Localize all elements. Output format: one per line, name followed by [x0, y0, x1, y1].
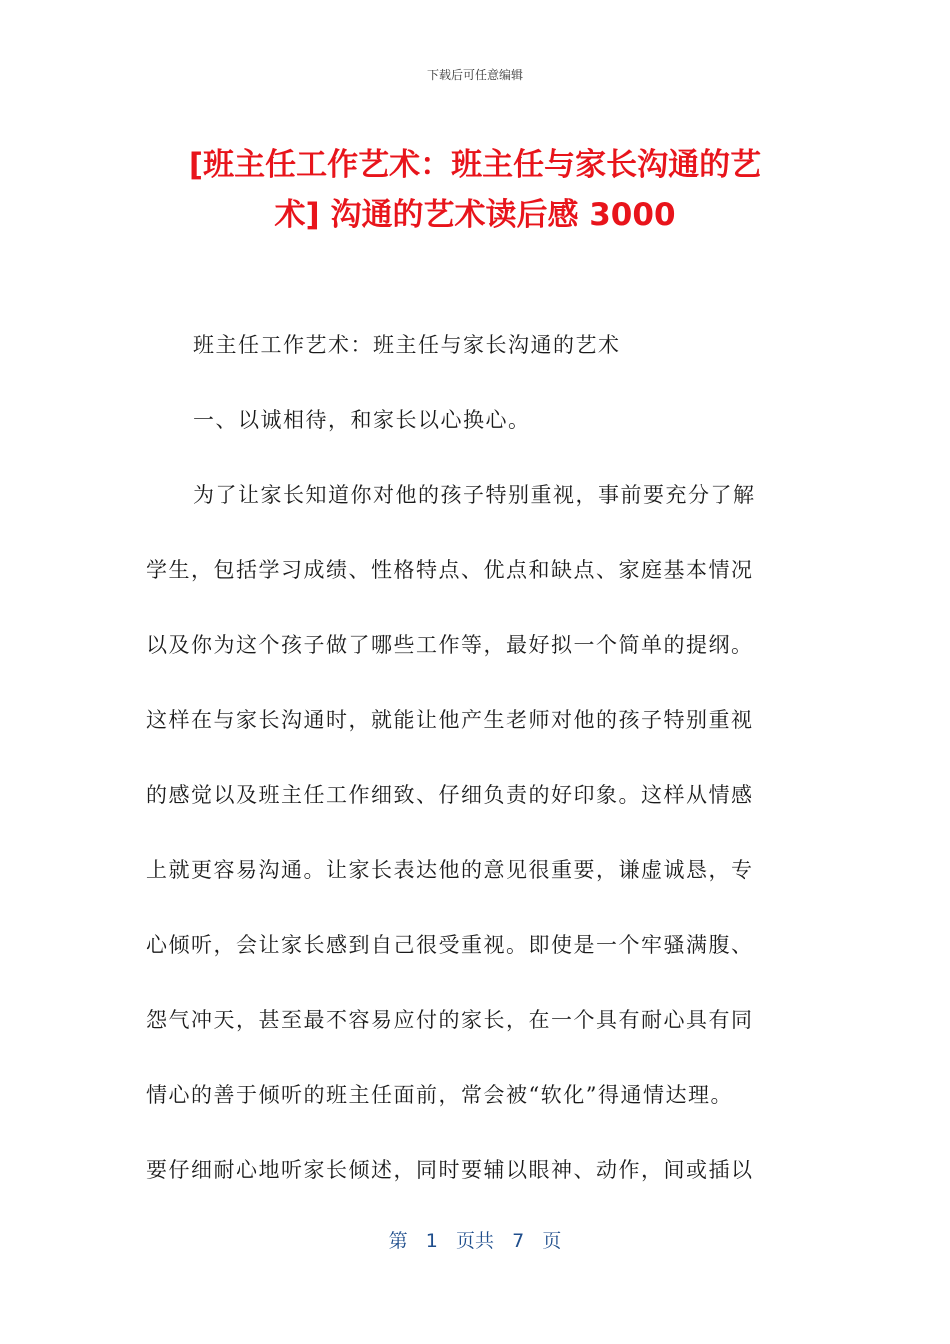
body-line: 上就更容易沟通。让家长表达他的意见很重要，谦虚诚恳，专	[146, 858, 754, 882]
page-footer	[0, 1226, 950, 1253]
body-line: 为了让家长知道你对他的孩子特别重视，事前要充分了解	[193, 483, 756, 507]
body-line: 怨气冲天，甚至最不容易应付的家长，在一个具有耐心具有同	[146, 1008, 754, 1032]
body-line: 心倾听，会让家长感到自己很受重视。即使是一个牢骚满腹、	[146, 933, 754, 957]
title-line-1: [班主任工作艺术：班主任与家长沟通的艺	[188, 147, 762, 183]
page-label-suffix: 页	[542, 1230, 562, 1252]
body-line: 以及你为这个孩子做了哪些工作等，最好拟一个简单的提纲。	[146, 633, 754, 657]
body-line: 这样在与家长沟通时，就能让他产生老师对他的孩子特别重视	[146, 708, 754, 732]
header-note: 下载后可任意编辑	[426, 68, 523, 82]
body-line: 要仔细耐心地听家长倾述，同时要辅以眼神、动作，间或插以	[146, 1158, 754, 1182]
body-line: 情心的善于倾听的班主任面前，常会被“软化”得通情达理。	[146, 1083, 733, 1107]
page-current: 1	[425, 1230, 438, 1252]
page-label-mid: 页共	[455, 1230, 494, 1252]
document-body	[146, 323, 796, 1223]
page-total: 7	[512, 1230, 525, 1252]
page-label-prefix: 第	[388, 1230, 408, 1252]
body-line: 一、以诚相待，和家长以心换心。	[193, 408, 531, 432]
body-line: 班主任工作艺术：班主任与家长沟通的艺术	[193, 333, 621, 357]
title-line-2: 术] 沟通的艺术读后感 3000	[274, 197, 676, 233]
body-line: 学生，包括学习成绩、性格特点、优点和缺点、家庭基本情况	[146, 558, 754, 582]
body-line: 的感觉以及班主任工作细致、仔细负责的好印象。这样从情感	[146, 783, 754, 807]
document-title	[140, 140, 810, 240]
